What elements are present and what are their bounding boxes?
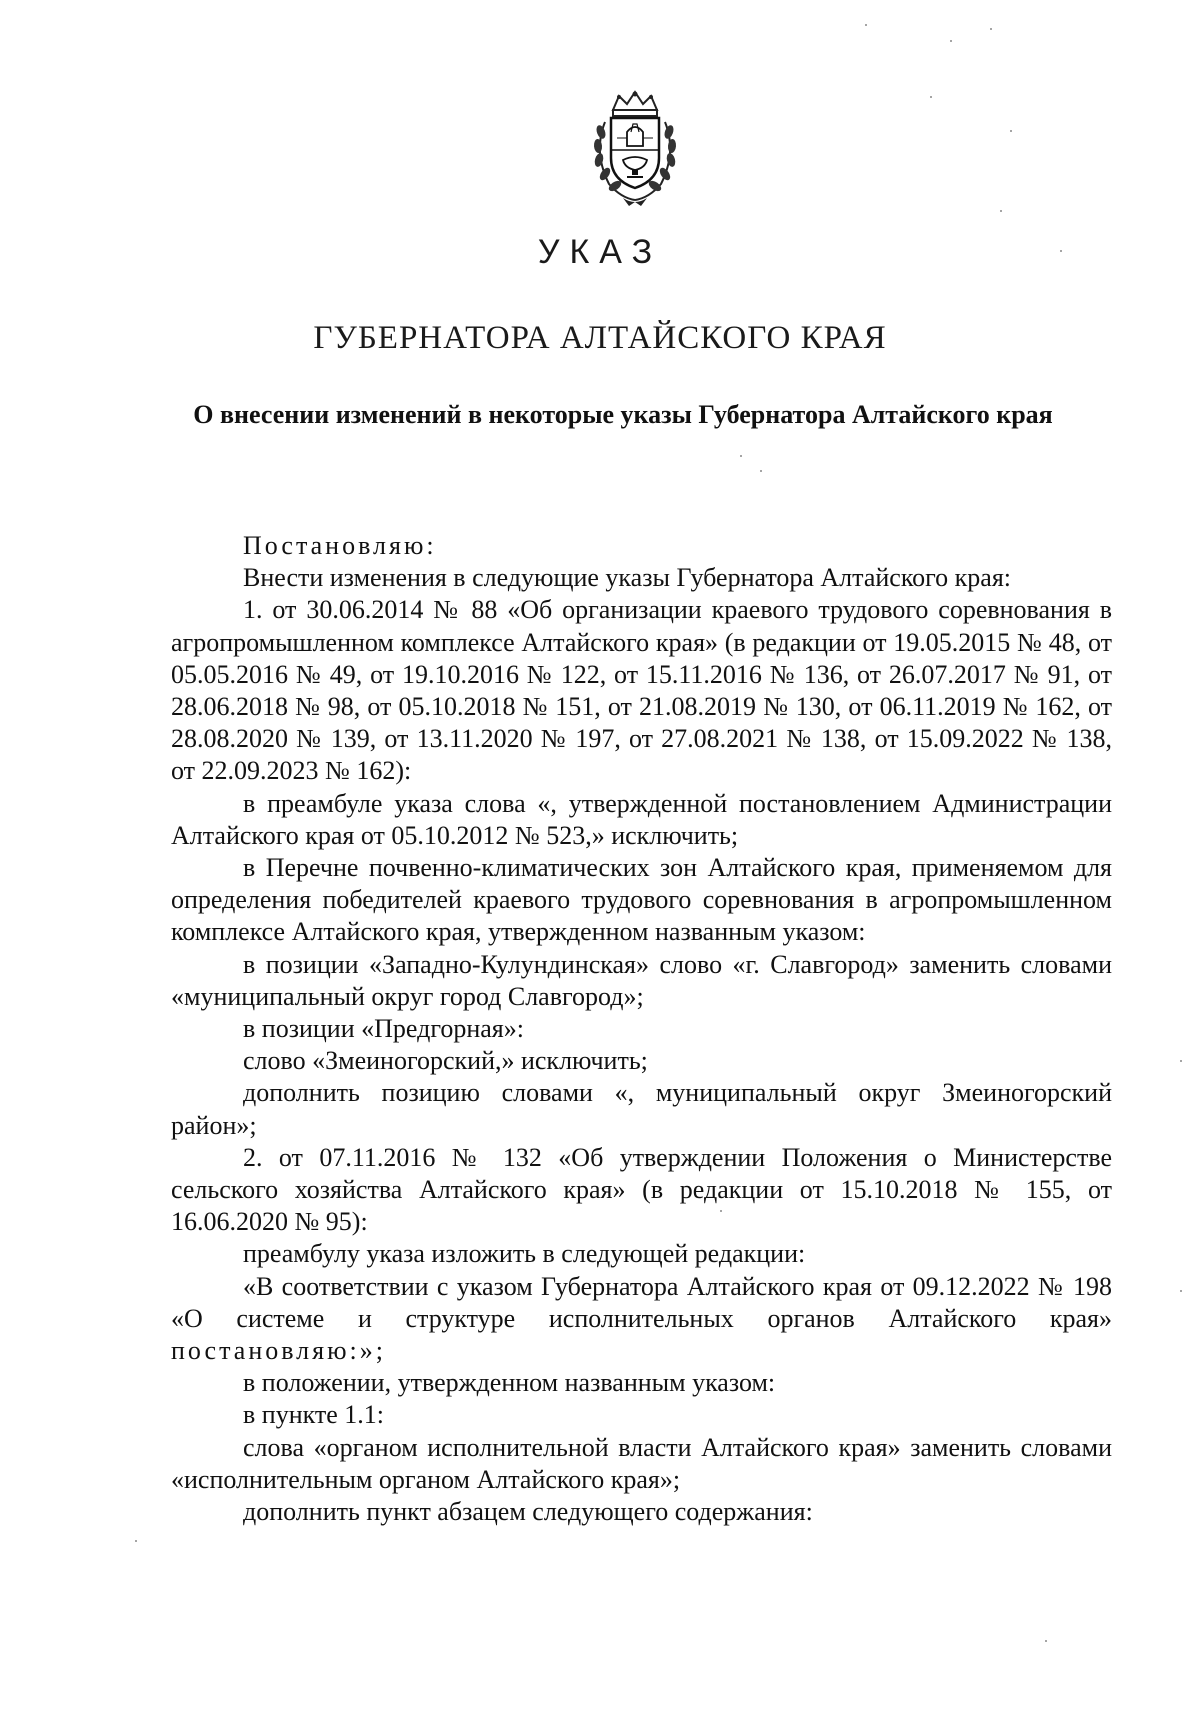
body-paragraph: в преамбуле указа слова «, утвержденной постановлением Администрации Алтайского края от 05.10.2012 № 523,» исключить; <box>171 788 1112 850</box>
body-paragraph: Внести изменения в следующие указы Губернатора Алтайского края: <box>243 563 1012 593</box>
document-body <box>171 530 1112 1528</box>
body-paragraph: дополнить пункт абзацем следующего содержания: <box>243 1497 813 1527</box>
resolve-clause: Постановляю: <box>243 531 437 560</box>
document-type-title: УКАЗ <box>537 233 663 271</box>
body-paragraph: в пункте 1.1: <box>243 1400 385 1430</box>
body-paragraph: 1. от 30.06.2014 № 88 «Об организации краевого трудового соревнования в агропромышленном комплексе Алтайского края» (в редакции от 19.05.2015 № 48, от 05.05.2016 № 49, от 19.10.2016 № 122, от 15.11.2016 № 136, от 26.07.2017 № 91, от 28.06.2018 № 98, от 05.10.2018 № 151, от 21.08.2019 № 130, от 06.11.2019 № 162, от 28.08.2020 № 139, от 13.11.2020 № 197, от 27.08.2021 № 138, от 15.09.2022 № 138, от 22.09.2023 № 162): <box>171 595 1112 786</box>
altai-krai-coat-of-arms-icon <box>575 88 695 210</box>
body-paragraph: 2. от 07.11.2016 № 132 «Об утверждении Положения о Министерстве сельского хозяйства Алтайского края» (в редакции от 15.10.2018 № 155, от 16.06.2020 № 95): <box>171 1142 1112 1237</box>
body-paragraph: в позиции «Предгорная»: <box>243 1014 524 1044</box>
document-subject: О внесении изменений в некоторые указы Губернатора Алтайского края <box>193 400 1053 429</box>
body-paragraph: в позиции «Западно-Кулундинская» слово «г. Славгород» заменить словами «муниципальный округ город Славгород»; <box>171 949 1112 1011</box>
quoted-text-tail: постановляю:»; <box>171 1336 386 1366</box>
quoted-text: «В соответствии с указом Губернатора Алтайского края от 09.12.2022 № 198 «О системе и структуре исполнительных органов Алтайского края» <box>171 1271 1112 1333</box>
body-paragraph: слова «органом исполнительной власти Алтайского края» заменить словами «исполнительным органом Алтайского края»; <box>171 1432 1112 1494</box>
body-paragraph-quoted <box>171 1271 1112 1368</box>
issuer-title: ГУБЕРНАТОРА АЛТАЙСКОГО КРАЯ <box>313 320 887 356</box>
body-paragraph: в Перечне почвенно-климатических зон Алтайского края, применяемом для определения победителей краевого трудового соревнования в агропромышленном комплексе Алтайского края, утвержденном названным указом: <box>171 853 1112 947</box>
body-paragraph: дополнить позицию словами «, муниципальный округ Змеиногорский район»; <box>171 1078 1112 1140</box>
body-paragraph: слово «Змеиногорский,» исключить; <box>243 1046 648 1076</box>
body-paragraph: в положении, утвержденном названным указом: <box>243 1368 776 1398</box>
body-paragraph: преамбулу указа изложить в следующей редакции: <box>243 1239 806 1269</box>
